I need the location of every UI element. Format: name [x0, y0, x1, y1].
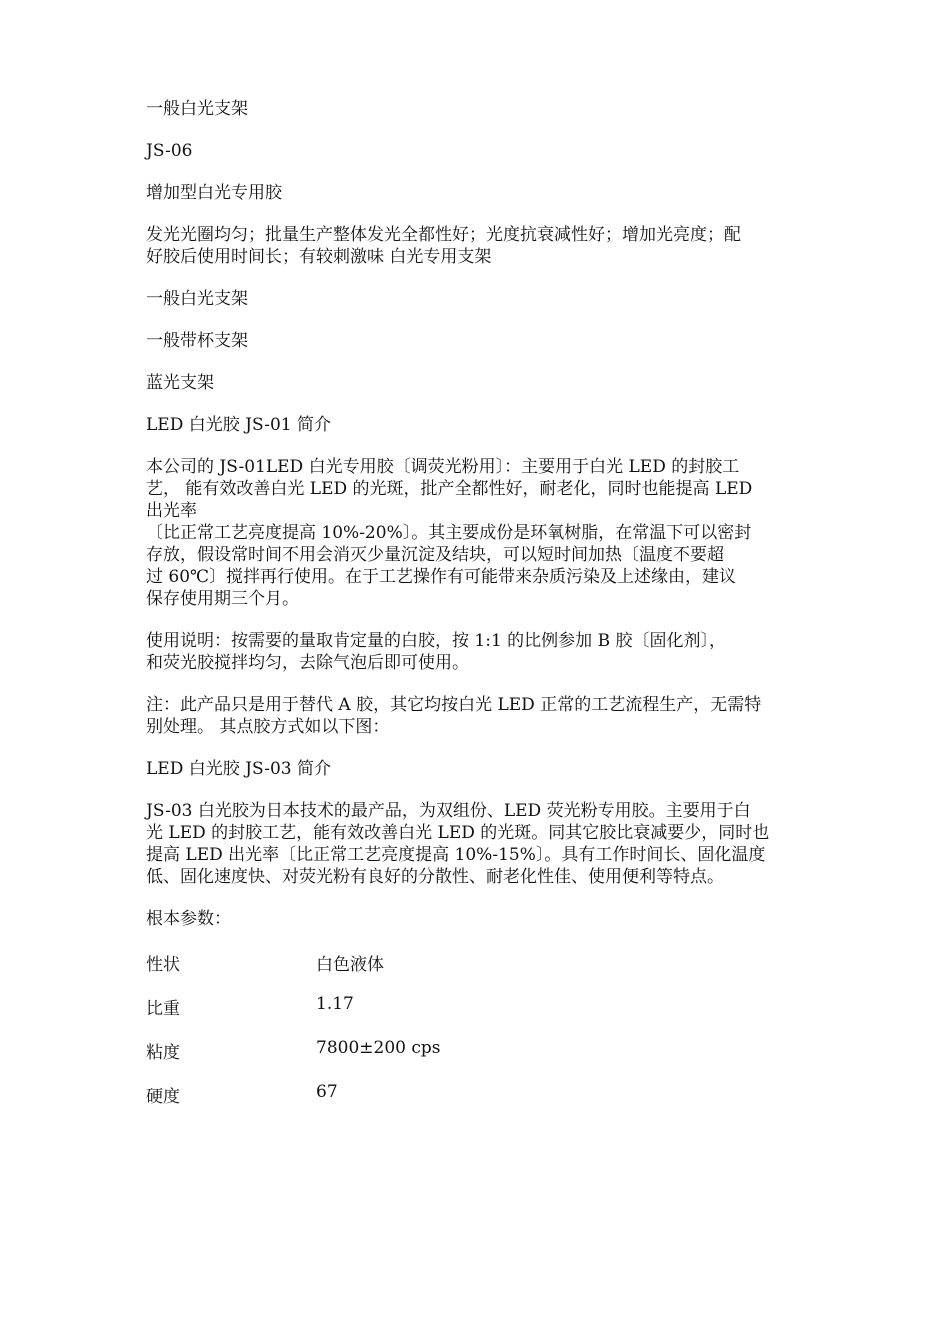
product-code-js06: JS-06 — [146, 141, 193, 161]
param-label: 性状 — [146, 955, 180, 975]
js01-description — [146, 456, 818, 610]
param-row — [146, 1082, 818, 1126]
js03-description — [146, 800, 818, 888]
params-table — [146, 950, 818, 1126]
text-line: 发光光圈均匀；批量生产整体发光全都性好；光度抗衰减性好；增加光亮度；配 — [146, 225, 741, 245]
param-label: 粘度 — [146, 1043, 180, 1063]
text-line: 出光率 — [146, 501, 197, 521]
param-value: 67 — [316, 1082, 338, 1102]
text-line: 光 LED 的封胶工艺，能有效改善白光 LED 的光斑。同其它胶比衰减要少，同时也 — [146, 823, 770, 843]
heading-general-white-bracket: 一般白光支架 — [146, 99, 248, 119]
text-line: 提高 LED 出光率〔比正常工艺亮度提高 10%-15%〕。具有工作时间长、固化温度 — [146, 845, 766, 865]
text-line: JS-03 白光胶为日本技术的最产品，为双组份、LED 荧光粉专用胶。主要用于白 — [146, 801, 751, 821]
bracket-general-cup: 一般带杯支架 — [146, 331, 248, 351]
features-paragraph — [146, 224, 818, 268]
param-row — [146, 1038, 818, 1082]
param-label: 硬度 — [146, 1087, 180, 1107]
param-value: 7800±200 cps — [316, 1038, 441, 1058]
bracket-general-white: 一般白光支架 — [146, 289, 248, 309]
text-line: 〔比正常工艺亮度提高 10%-20%〕。其主要成份是环氧树脂，在常温下可以密封 — [146, 523, 752, 543]
section-title-js01: LED 白光胶 JS-01 简介 — [146, 415, 331, 435]
param-row — [146, 950, 818, 994]
section-title-js03: LED 白光胶 JS-03 简介 — [146, 759, 331, 779]
bracket-blue: 蓝光支架 — [146, 373, 214, 393]
param-label: 比重 — [146, 999, 180, 1019]
note-paragraph — [146, 694, 818, 738]
text-line: 本公司的 JS-01LED 白光专用胶〔调荧光粉用〕：主要用于白光 LED 的封胶工 — [146, 457, 740, 477]
text-line: 艺， 能有效改善白光 LED 的光斑，批产全都性好，耐老化，同时也能提高 LED — [146, 479, 753, 499]
param-value: 1.17 — [316, 994, 354, 1014]
text-line: 保存使用期三个月。 — [146, 589, 299, 609]
document-page — [146, 98, 818, 1126]
product-name-enhanced-glue: 增加型白光专用胶 — [146, 183, 282, 203]
text-line: 存放，假设常时间不用会消灭少量沉淀及结块，可以短时间加热〔温度不要超 — [146, 545, 724, 565]
param-row — [146, 994, 818, 1038]
text-line: 和荧光胶搅拌均匀，去除气泡后即可使用。 — [146, 653, 469, 673]
text-line: 注：此产品只是用于替代 A 胶，其它均按白光 LED 正常的工艺流程生产，无需特 — [146, 695, 762, 715]
basic-params-heading: 根本参数： — [146, 909, 231, 929]
text-line: 使用说明：按需要的量取肯定量的白胶，按 1:1 的比例参加 B 胶〔固化剂〕， — [146, 631, 726, 651]
text-line: 低、固化速度快、对荧光粉有良好的分散性、耐老化性佳、使用便利等特点。 — [146, 867, 724, 887]
text-line: 别处理。 其点胶方式如以下图： — [146, 717, 390, 737]
param-value: 白色液体 — [316, 955, 384, 975]
text-line: 过 60℃〕搅拌再行使用。在于工艺操作有可能带来杂质污染及上述缘由，建议 — [146, 567, 737, 587]
text-line: 好胶后使用时间长；有较刺激味 白光专用支架 — [146, 247, 492, 267]
usage-instructions — [146, 630, 818, 674]
